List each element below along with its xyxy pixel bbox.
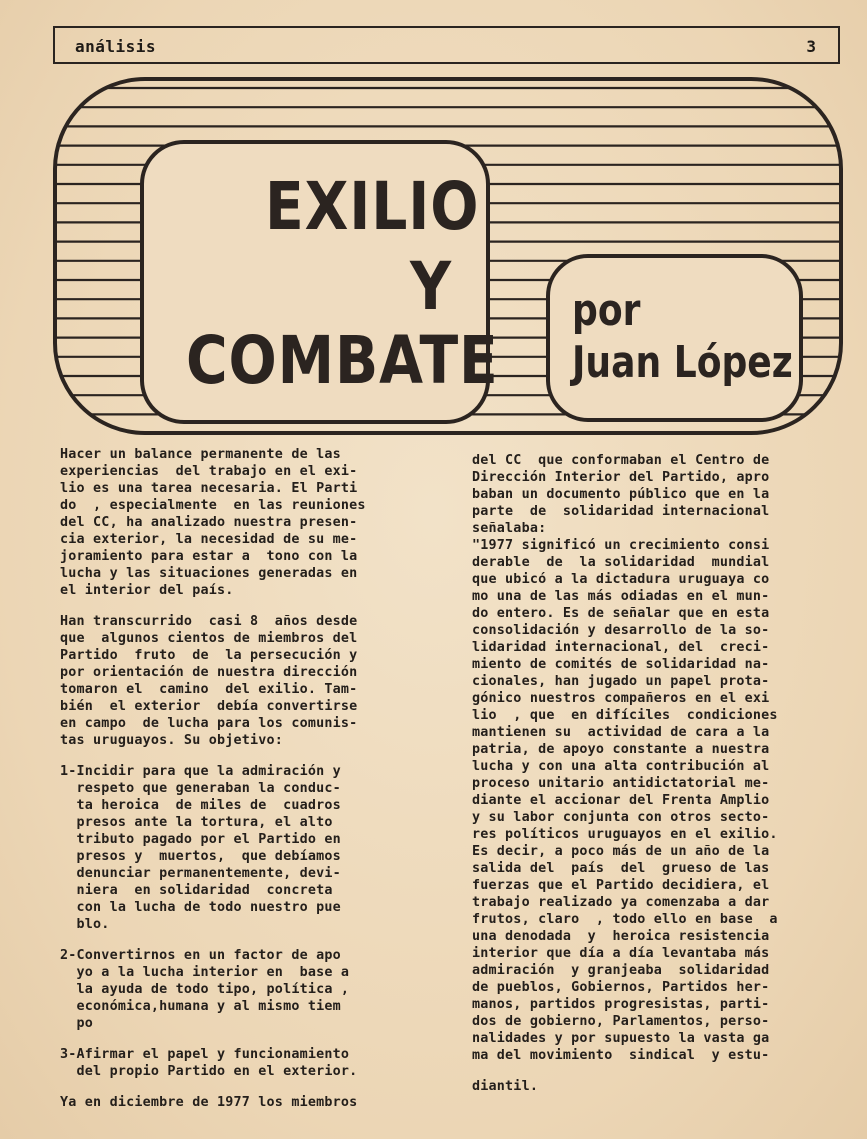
byline-author: Juan López bbox=[572, 337, 793, 388]
text-line: nalidades y por supuesto la vasta ga bbox=[472, 1031, 770, 1046]
text-line: por orientación de nuestra dirección bbox=[60, 665, 358, 680]
text-line: Han transcurrido casi 8 años desde bbox=[60, 614, 358, 629]
text-line: 1-Incidir para que la admiración y bbox=[60, 764, 341, 779]
text-line: parte de solidaridad internacional bbox=[472, 504, 770, 519]
text-line: del propio Partido en el exterior. bbox=[60, 1064, 358, 1079]
text-line: niera en solidaridad concreta bbox=[60, 883, 333, 898]
text-line: tas uruguayos. Su objetivo: bbox=[60, 733, 284, 748]
text-line: Ya en diciembre de 1977 los miembros bbox=[60, 1095, 358, 1110]
text-line: lidaridad internacional, del creci- bbox=[472, 640, 770, 655]
text-line: experiencias del trabajo en el exi- bbox=[60, 464, 358, 479]
text-line: presos ante la tortura, el alto bbox=[60, 815, 333, 830]
text-line: gónico nuestros compañeros en el exi bbox=[472, 691, 770, 706]
left-column bbox=[60, 446, 366, 1111]
text-line: derable de la solidaridad mundial bbox=[472, 555, 770, 570]
text-line: una denodada y heroica resistencia bbox=[472, 929, 770, 944]
text-line: presos y muertos, que debíamos bbox=[60, 849, 341, 864]
text-line: lio , que en difíciles condiciones bbox=[472, 708, 778, 723]
text-line: Hacer un balance permanente de las bbox=[60, 447, 341, 462]
text-line: proceso unitario antidictatorial me- bbox=[472, 776, 770, 791]
text-line: res políticos uruguayos en el exilio. bbox=[472, 827, 778, 842]
text-line: Partido fruto de la persecución y bbox=[60, 648, 358, 663]
text-line: Es decir, a poco más de un año de la bbox=[472, 844, 770, 859]
text-line: el interior del país. bbox=[60, 583, 234, 598]
text-line: fuerzas que el Partido decidiera, el bbox=[472, 878, 770, 893]
text-line: diantil. bbox=[472, 1079, 539, 1094]
paragraph-gap bbox=[472, 1064, 778, 1078]
text-line: manos, partidos progresistas, parti- bbox=[472, 997, 770, 1012]
text-line: del CC, ha analizado nuestra presen- bbox=[60, 515, 358, 530]
text-line: do , especialmente en las reuniones bbox=[60, 498, 366, 513]
text-line: frutos, claro , todo ello en base a bbox=[472, 912, 778, 927]
text-line: 3-Afirmar el papel y funcionamiento bbox=[60, 1047, 350, 1062]
text-line: po bbox=[60, 1016, 94, 1031]
text-line: la ayuda de todo tipo, política , bbox=[60, 982, 350, 997]
title-word-exilio: EXILIO bbox=[265, 168, 480, 245]
text-line: yo a la lucha interior en base a bbox=[60, 965, 350, 980]
page-header bbox=[53, 26, 840, 64]
text-line: patria, de apoyo constante a nuestra bbox=[472, 742, 770, 757]
text-line: blo. bbox=[60, 917, 110, 932]
text-line: Dirección Interior del Partido, apro bbox=[472, 470, 770, 485]
page-number: 3 bbox=[806, 37, 816, 56]
right-column bbox=[472, 452, 778, 1095]
text-line: con la lucha de todo nuestro pue bbox=[60, 900, 341, 915]
paragraph-gap bbox=[60, 1032, 366, 1046]
text-line: ta heroica de miles de cuadros bbox=[60, 798, 341, 813]
text-line: que algunos cientos de miembros del bbox=[60, 631, 358, 646]
text-line: de pueblos, Gobiernos, Partidos her- bbox=[472, 980, 770, 995]
byline-por: por bbox=[572, 285, 641, 336]
text-line: 2-Convertirnos en un factor de apo bbox=[60, 948, 341, 963]
text-line: y su labor conjunta con otros secto- bbox=[472, 810, 770, 825]
text-line: económica,humana y al mismo tiem bbox=[60, 999, 341, 1014]
text-line: mo una de las más odiadas en el mun- bbox=[472, 589, 770, 604]
text-line: del CC que conformaban el Centro de bbox=[472, 453, 770, 468]
section-label: análisis bbox=[75, 37, 157, 56]
text-line: dos de gobierno, Parlamentos, perso- bbox=[472, 1014, 770, 1029]
text-line: joramiento para estar a tono con la bbox=[60, 549, 358, 564]
text-line: que ubicó a la dictadura uruguaya co bbox=[472, 572, 770, 587]
paragraph-gap bbox=[60, 749, 366, 763]
text-line: denunciar permanentemente, devi- bbox=[60, 866, 341, 881]
title-word-y: Y bbox=[410, 248, 452, 325]
text-line: mantienen su actividad de cara a la bbox=[472, 725, 770, 740]
title-word-combate: COMBATE bbox=[186, 322, 499, 399]
paragraph-gap bbox=[60, 933, 366, 947]
text-line: lio es una tarea necesaria. El Parti bbox=[60, 481, 358, 496]
text-line: consolidación y desarrollo de la so- bbox=[472, 623, 770, 638]
text-line: diante el accionar del Frenta Amplio bbox=[472, 793, 770, 808]
text-line: "1977 significó un crecimiento consi bbox=[472, 538, 770, 553]
text-line: lucha y las situaciones generadas en bbox=[60, 566, 358, 581]
text-line: en campo de lucha para los comunis- bbox=[60, 716, 358, 731]
text-line: tributo pagado por el Partido en bbox=[60, 832, 341, 847]
paragraph-gap bbox=[60, 1080, 366, 1094]
text-line: ma del movimiento sindical y estu- bbox=[472, 1048, 770, 1063]
text-line: interior que día a día levantaba más bbox=[472, 946, 770, 961]
text-line: cia exterior, la necesidad de su me- bbox=[60, 532, 358, 547]
text-line: miento de comités de solidaridad na- bbox=[472, 657, 770, 672]
text-line: salida del país del grueso de las bbox=[472, 861, 770, 876]
text-line: trabajo realizado ya comenzaba a dar bbox=[472, 895, 770, 910]
text-line: tomaron el camino del exilio. Tam- bbox=[60, 682, 358, 697]
text-line: cionales, han jugado un papel prota- bbox=[472, 674, 770, 689]
text-line: do entero. Es de señalar que en esta bbox=[472, 606, 770, 621]
text-line: baban un documento público que en la bbox=[472, 487, 770, 502]
text-line: admiración y granjeaba solidaridad bbox=[472, 963, 770, 978]
text-line: respeto que generaban la conduc- bbox=[60, 781, 341, 796]
text-line: bién el exterior debía convertirse bbox=[60, 699, 358, 714]
text-line: señalaba: bbox=[472, 521, 547, 536]
text-line: lucha y con una alta contribución al bbox=[472, 759, 770, 774]
paragraph-gap bbox=[60, 599, 366, 613]
